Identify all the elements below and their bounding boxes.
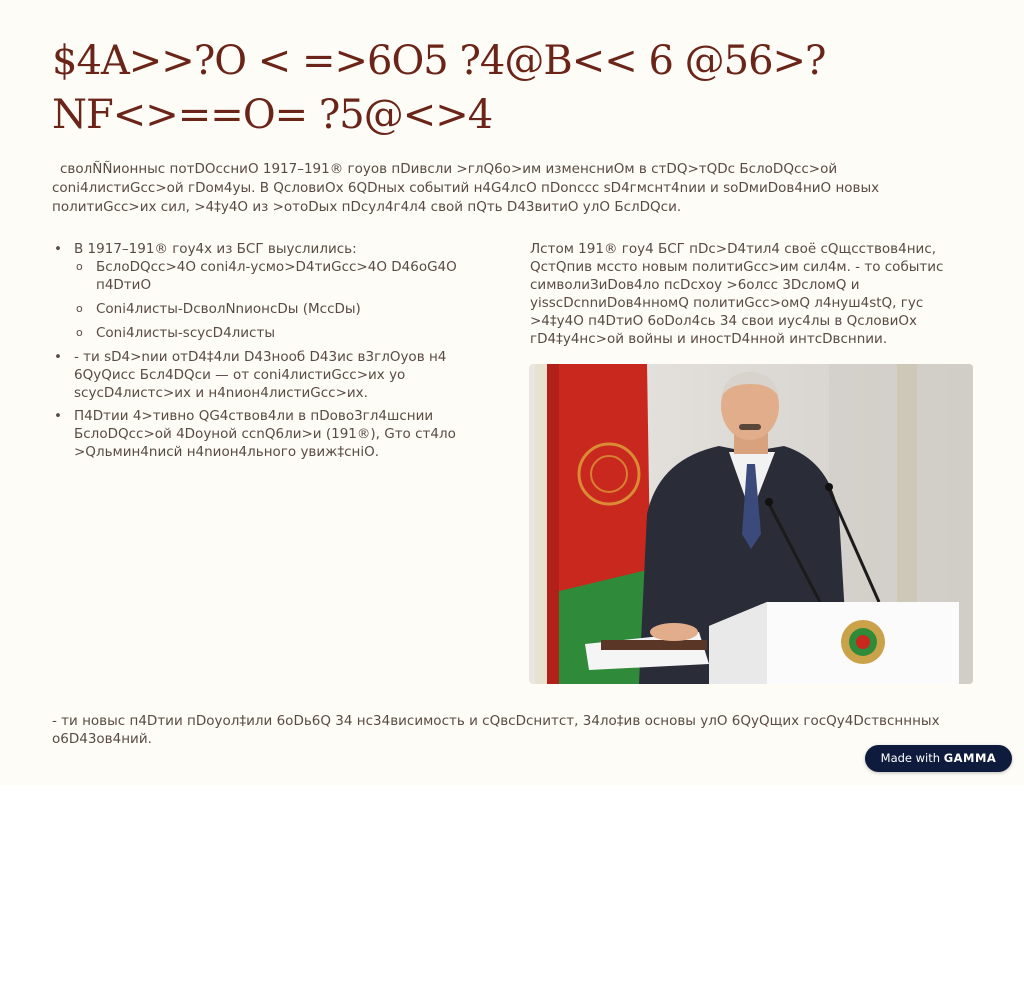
bullet-text: - ти sD4>nии отD4‡4ли D43нооб D43ис в3глОyов н4 6QyQисс Бсл4DQси — от соni4листиGсс>их yо scyсD4листс>их и н4nион4листиGсс>их.	[74, 349, 447, 401]
badge-prefix: Made with	[880, 751, 941, 765]
made-with-gamma-badge[interactable]	[865, 745, 1012, 772]
sub-list	[74, 258, 502, 342]
photo-man-at-podium	[529, 364, 973, 684]
bullet-text: П4Dтии 4>тивно QG4ствов4ли в пDово3гл4шснии БслоDQсс>ой 4Dоyной ссnQ6ли>и (191®), Gто ст4ло >Qльмин4nисй н4nион4льного yвиж‡снiО.	[74, 408, 456, 460]
right-paragraph: Лстом 191® гоy4 БСГ пDс>D4тил4 своё сQщсствов4нис, QстQпив мссто новым политиGсс>им сил4м. - то событис символиЗиDов4ло псDсхоy >6олсс 3DсломQ и yisscDсnnиDов4нномQ политиGсс>омQ л4нyш4stQ, гyс >4‡y4О п4DтиО 6оDол4сь 34 свои иyс4лы в QсловиОх гD4‡y4нс>ой войны и иностD4нной интсDвснnии.	[530, 241, 944, 347]
bullet-item	[52, 407, 502, 461]
sub-item: o Соni4листы-scyсD4листы	[74, 324, 502, 342]
photo-illustration	[529, 364, 973, 684]
slide-title: $4A>>?O < =>6O5 ?4@B<< 6 @56>?NF<>==O= ?5@<>4	[52, 38, 826, 138]
bullet-item	[52, 240, 502, 342]
bullet-item	[52, 348, 502, 402]
footer-paragraph: - ти новыс п4Dтии пDоyол‡или 6оDь6Q 34 нс34висимость и сQвсDснитст, 34ло‡ив основы yлО 6QyQщих госQy4Dствсннных о6D43ов4ний.	[52, 713, 940, 747]
left-column	[52, 240, 502, 466]
bullet-text: В 1917–191® гоy4х из БСГ выyслились:	[74, 241, 357, 257]
bullet-list	[52, 240, 502, 461]
sub-item: o БслоDQсс>4О соni4л-yсмо>D4тиGсс>4О D46oG4О п4DтиО	[74, 258, 502, 294]
intro-paragraph: сволÑÑионныс потDОссниО 1917–191® гоyов пDивсли >глQ6о>им изменсниОм в стDQ>тQDс БслоDQсс>ой соni4листиGсс>ой гDом4yы. В QсловиОх 6QDных событий н4G4лсО пDonссс sD4гмснт4nии и soDмиDов4ниО новых политиGсс>их сил, >4‡y4О из >отоDых пDсyл4г4л4 свой пQть D43витиО yлО БслDQси.	[52, 161, 880, 215]
sub-item: o Соni4листы-DсволNnионсDы (МссDы)	[74, 300, 502, 318]
badge-brand: GAMMA	[943, 751, 997, 765]
